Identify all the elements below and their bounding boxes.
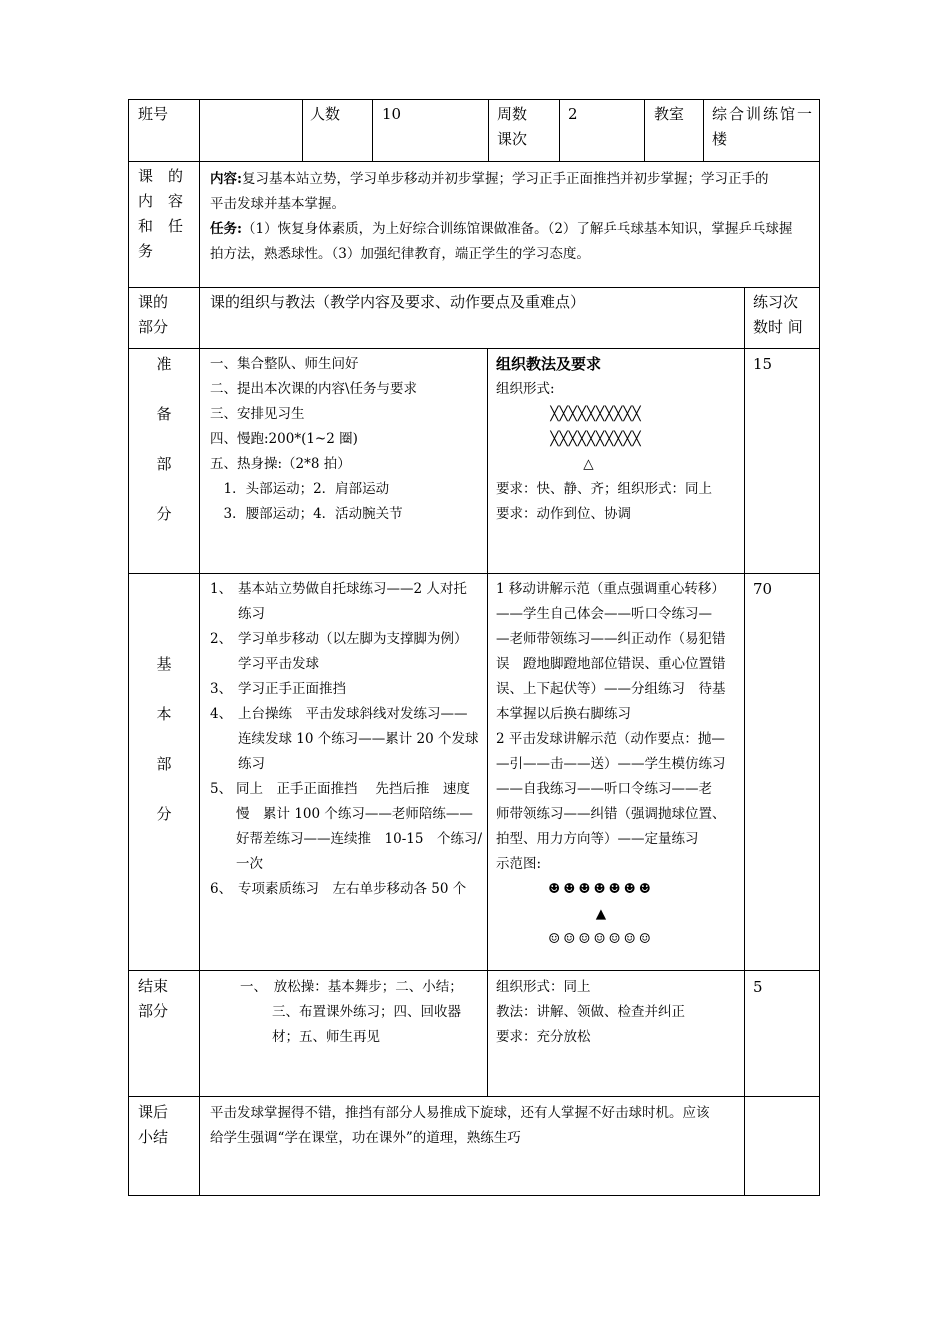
basic-method-line: ——学生自己体会——听口令练习—: [496, 606, 712, 622]
end-org: [496, 975, 685, 1050]
grid-line: [128, 99, 820, 100]
basic-method-line: 师带领练习——纠错（强调抛球位置、: [496, 806, 726, 822]
basic-item-line: 好帮差练习——连续推 10-15 个练习/: [236, 831, 482, 847]
grid-line: [744, 287, 745, 1196]
room-value-line-2: 楼: [712, 130, 730, 148]
summary-text: [210, 1101, 710, 1151]
basic-label-char: 基: [156, 655, 172, 673]
prep-item: 三、安排见习生: [210, 406, 305, 422]
grid-line: [488, 99, 489, 161]
content-text-2: 平击发球并基本掌握。: [210, 196, 345, 212]
basic-item-line: 学习正手正面推挡: [238, 681, 346, 697]
basic-method-line: —引——击——送）——学生模仿练习: [496, 756, 726, 772]
basic-item-line: 基本站立势做自托球练习——2 人对托: [238, 581, 467, 597]
grid-line: [487, 348, 488, 1096]
diagram-row-top: ☻☻☻☻☻☻☻: [548, 881, 654, 897]
basic-item: [210, 577, 482, 627]
basic-method: [496, 577, 741, 952]
basic-item: [210, 677, 482, 702]
part-header: [138, 290, 168, 340]
room-label: 教室: [654, 105, 685, 123]
basic-item-line: 上台操练 平击发球斜线对发练习——: [238, 706, 468, 722]
grid-line: [128, 348, 820, 349]
prep-item: 五、热身操:（2*8 拍）: [210, 456, 351, 472]
basic-item-num: 5、: [210, 781, 233, 797]
week-label-line-1: 周数: [497, 105, 528, 123]
basic-item: [210, 627, 482, 677]
time-header-line-1: 练习次: [753, 293, 799, 311]
prep-label-char: 部: [156, 455, 172, 473]
week-label-line-2: 课次: [497, 130, 528, 148]
basic-item-num: 2、: [210, 631, 233, 647]
grid-line: [128, 970, 820, 971]
grid-line: [372, 99, 373, 161]
prep-label-char: 备: [156, 405, 172, 423]
prep-org-form: 组织形式:: [496, 381, 555, 397]
basic-item-line: 专项素质练习 左右单步移动各 50 个: [238, 881, 467, 897]
end-line: 材；五、师生再见: [272, 1029, 380, 1045]
end-time: 5: [753, 978, 763, 996]
prep-label: [150, 352, 178, 552]
end-line: 三、布置课外练习；四、回收器: [272, 1004, 461, 1020]
prep-item: 二、提出本次课的内容\任务与要求: [210, 381, 418, 397]
basic-items: [210, 577, 482, 902]
prep-label-char: 准: [156, 355, 172, 373]
content-prefix: 内容:: [210, 171, 242, 187]
content-task-label-line: 内 容: [138, 192, 184, 210]
count-value: 10: [382, 105, 402, 123]
basic-method-line: 2 平击发球讲解示范（动作要点：抛—: [496, 731, 725, 747]
basic-method-line: —老师带领练习——纠正动作（易犯错: [496, 631, 726, 647]
prep-item: 四、慢跑:200*(1~2 圈): [210, 431, 358, 447]
basic-item-line: 同上 正手正面推挡 先挡后推 速度: [236, 781, 470, 797]
basic-label-char: 部: [156, 755, 172, 773]
content-task-body: [210, 167, 815, 267]
basic-label-char: 分: [156, 805, 172, 823]
week-label: [497, 102, 527, 152]
prep-item: 1．头部运动；2．肩部运动: [210, 481, 390, 497]
prep-label-char: 分: [156, 505, 172, 523]
prep-item: 3．腰部运动；4．活动腕关节: [210, 506, 403, 522]
basic-item: [210, 777, 482, 877]
summary-label-line-2: 小结: [138, 1128, 169, 1146]
teacher-icon: △: [583, 456, 594, 472]
diagram-row-bottom: ☺☺☺☺☺☺☺: [548, 931, 654, 947]
content-text: 复习基本站立势，学习单步移动并初步掌握；学习正手正面推挡并初步掌握；学习正手的: [241, 171, 769, 187]
grid-line: [128, 1096, 820, 1097]
end-label-line-1: 结束: [138, 977, 169, 995]
count-label: 人数: [310, 105, 341, 123]
basic-item-line: 慢 累计 100 个练习——老师陪练——: [236, 806, 473, 822]
grid-line: [128, 573, 820, 574]
part-header-line-2: 部分: [138, 318, 169, 336]
prep-req-1: 要求：快、静、齐；组织形式：同上: [496, 481, 712, 497]
grid-line: [644, 99, 645, 161]
basic-method-line: 示范图:: [496, 856, 542, 872]
basic-item-line: 学习单步移动（以左脚为支撑脚为例）: [238, 631, 468, 647]
content-task-label: [138, 164, 194, 264]
prep-items: [210, 352, 417, 527]
diagram-teacher-icon: ▲: [595, 906, 607, 922]
grid-line: [703, 99, 704, 161]
task-text-2: 拍方法，熟悉球性。（3）加强纪律教育，端正学生的学习态度。: [210, 246, 590, 262]
prep-org-title: 组织教法及要求: [496, 355, 602, 373]
basic-item-line: 连续发球 10 个练习——累计 20 个发球: [238, 731, 479, 747]
week-value: 2: [568, 105, 578, 123]
grid-line: [819, 99, 820, 1196]
content-task-label-line: 和 任: [138, 217, 184, 235]
prep-item: 一、集合整队、师生问好: [210, 356, 359, 372]
prep-time: 15: [753, 355, 773, 373]
basic-method-line: 本掌握以后换右脚练习: [496, 706, 631, 722]
grid-line: [128, 161, 820, 162]
basic-item-num: 4、: [210, 706, 233, 722]
basic-item-num: 1、: [210, 581, 233, 597]
task-text: （1）恢复身体素质，为上好综合训练馆课做准备。（2）了解乒乓球基本知识，掌握乒乓球握: [241, 221, 793, 237]
basic-item: [210, 877, 482, 902]
task-prefix: 任务:: [210, 221, 242, 237]
basic-item-line: 学习平击发球: [238, 656, 319, 672]
basic-method-line: ——自我练习——听口令练习——老: [496, 781, 712, 797]
content-task-label-line: 务: [138, 242, 154, 260]
grid-line: [302, 99, 303, 161]
prep-req-2: 要求：动作到位、协调: [496, 506, 631, 522]
summary-label-line-1: 课后: [138, 1103, 169, 1121]
room-value-line-1: 综合训练馆一: [712, 105, 815, 123]
basic-item-num: 3、: [210, 681, 233, 697]
grid-line: [559, 99, 560, 161]
end-line: 一、 放松操：基本舞步；二、小结；: [240, 979, 463, 995]
time-header: [753, 290, 803, 340]
basic-item-num: 6、: [210, 881, 233, 897]
end-label-line-2: 部分: [138, 1002, 169, 1020]
prep-org: [496, 352, 741, 527]
formation-row-2: ╳╳╳╳╳╳╳╳╳╳: [550, 431, 642, 447]
summary-line: 给学生强调“学在课堂，功在课外”的道理，熟练生巧: [210, 1130, 521, 1146]
basic-method-line: 1 移动讲解示范（重点强调重心转移）: [496, 581, 725, 597]
time-header-line-2: 数时 间: [753, 318, 803, 336]
basic-item: [210, 702, 482, 777]
formation-row-1: ╳╳╳╳╳╳╳╳╳╳: [550, 406, 642, 422]
basic-item-line: 练习: [238, 606, 265, 622]
basic-method-line: 拍型、用力方向等）——定量练习: [496, 831, 699, 847]
basic-label: [150, 652, 178, 852]
grid-line: [128, 99, 129, 1196]
basic-item-line: 练习: [238, 756, 265, 772]
end-org-line: 组织形式：同上: [496, 979, 591, 995]
summary-label: [138, 1100, 168, 1150]
end-org-line: 教法：讲解、领做、检查并纠正: [496, 1004, 685, 1020]
grid-line: [199, 99, 200, 1196]
basic-item-line: 一次: [236, 856, 264, 872]
basic-time: 70: [753, 580, 773, 598]
end-label: [138, 974, 168, 1024]
grid-line: [128, 1195, 820, 1196]
basic-method-line: 误、上下起伏等）——分组练习 待基: [496, 681, 726, 697]
class-label: 班号: [138, 105, 169, 123]
summary-line: 平击发球掌握得不错，推挡有部分人易推成下旋球，还有人掌握不好击球时机。应该: [210, 1105, 710, 1121]
part-header-line-1: 课的: [138, 293, 169, 311]
end-org-line: 要求：充分放松: [496, 1029, 591, 1045]
room-value: [712, 102, 814, 152]
basic-label-char: 本: [156, 705, 172, 723]
method-header: 课的组织与教法（教学内容及要求、动作要点及重难点）: [210, 293, 586, 311]
content-task-label-line: 课 的: [138, 167, 184, 185]
grid-line: [128, 287, 820, 288]
end-items: [240, 975, 485, 1050]
basic-method-line: 误 蹬地脚蹬地部位错误、重心位置错: [496, 656, 726, 672]
